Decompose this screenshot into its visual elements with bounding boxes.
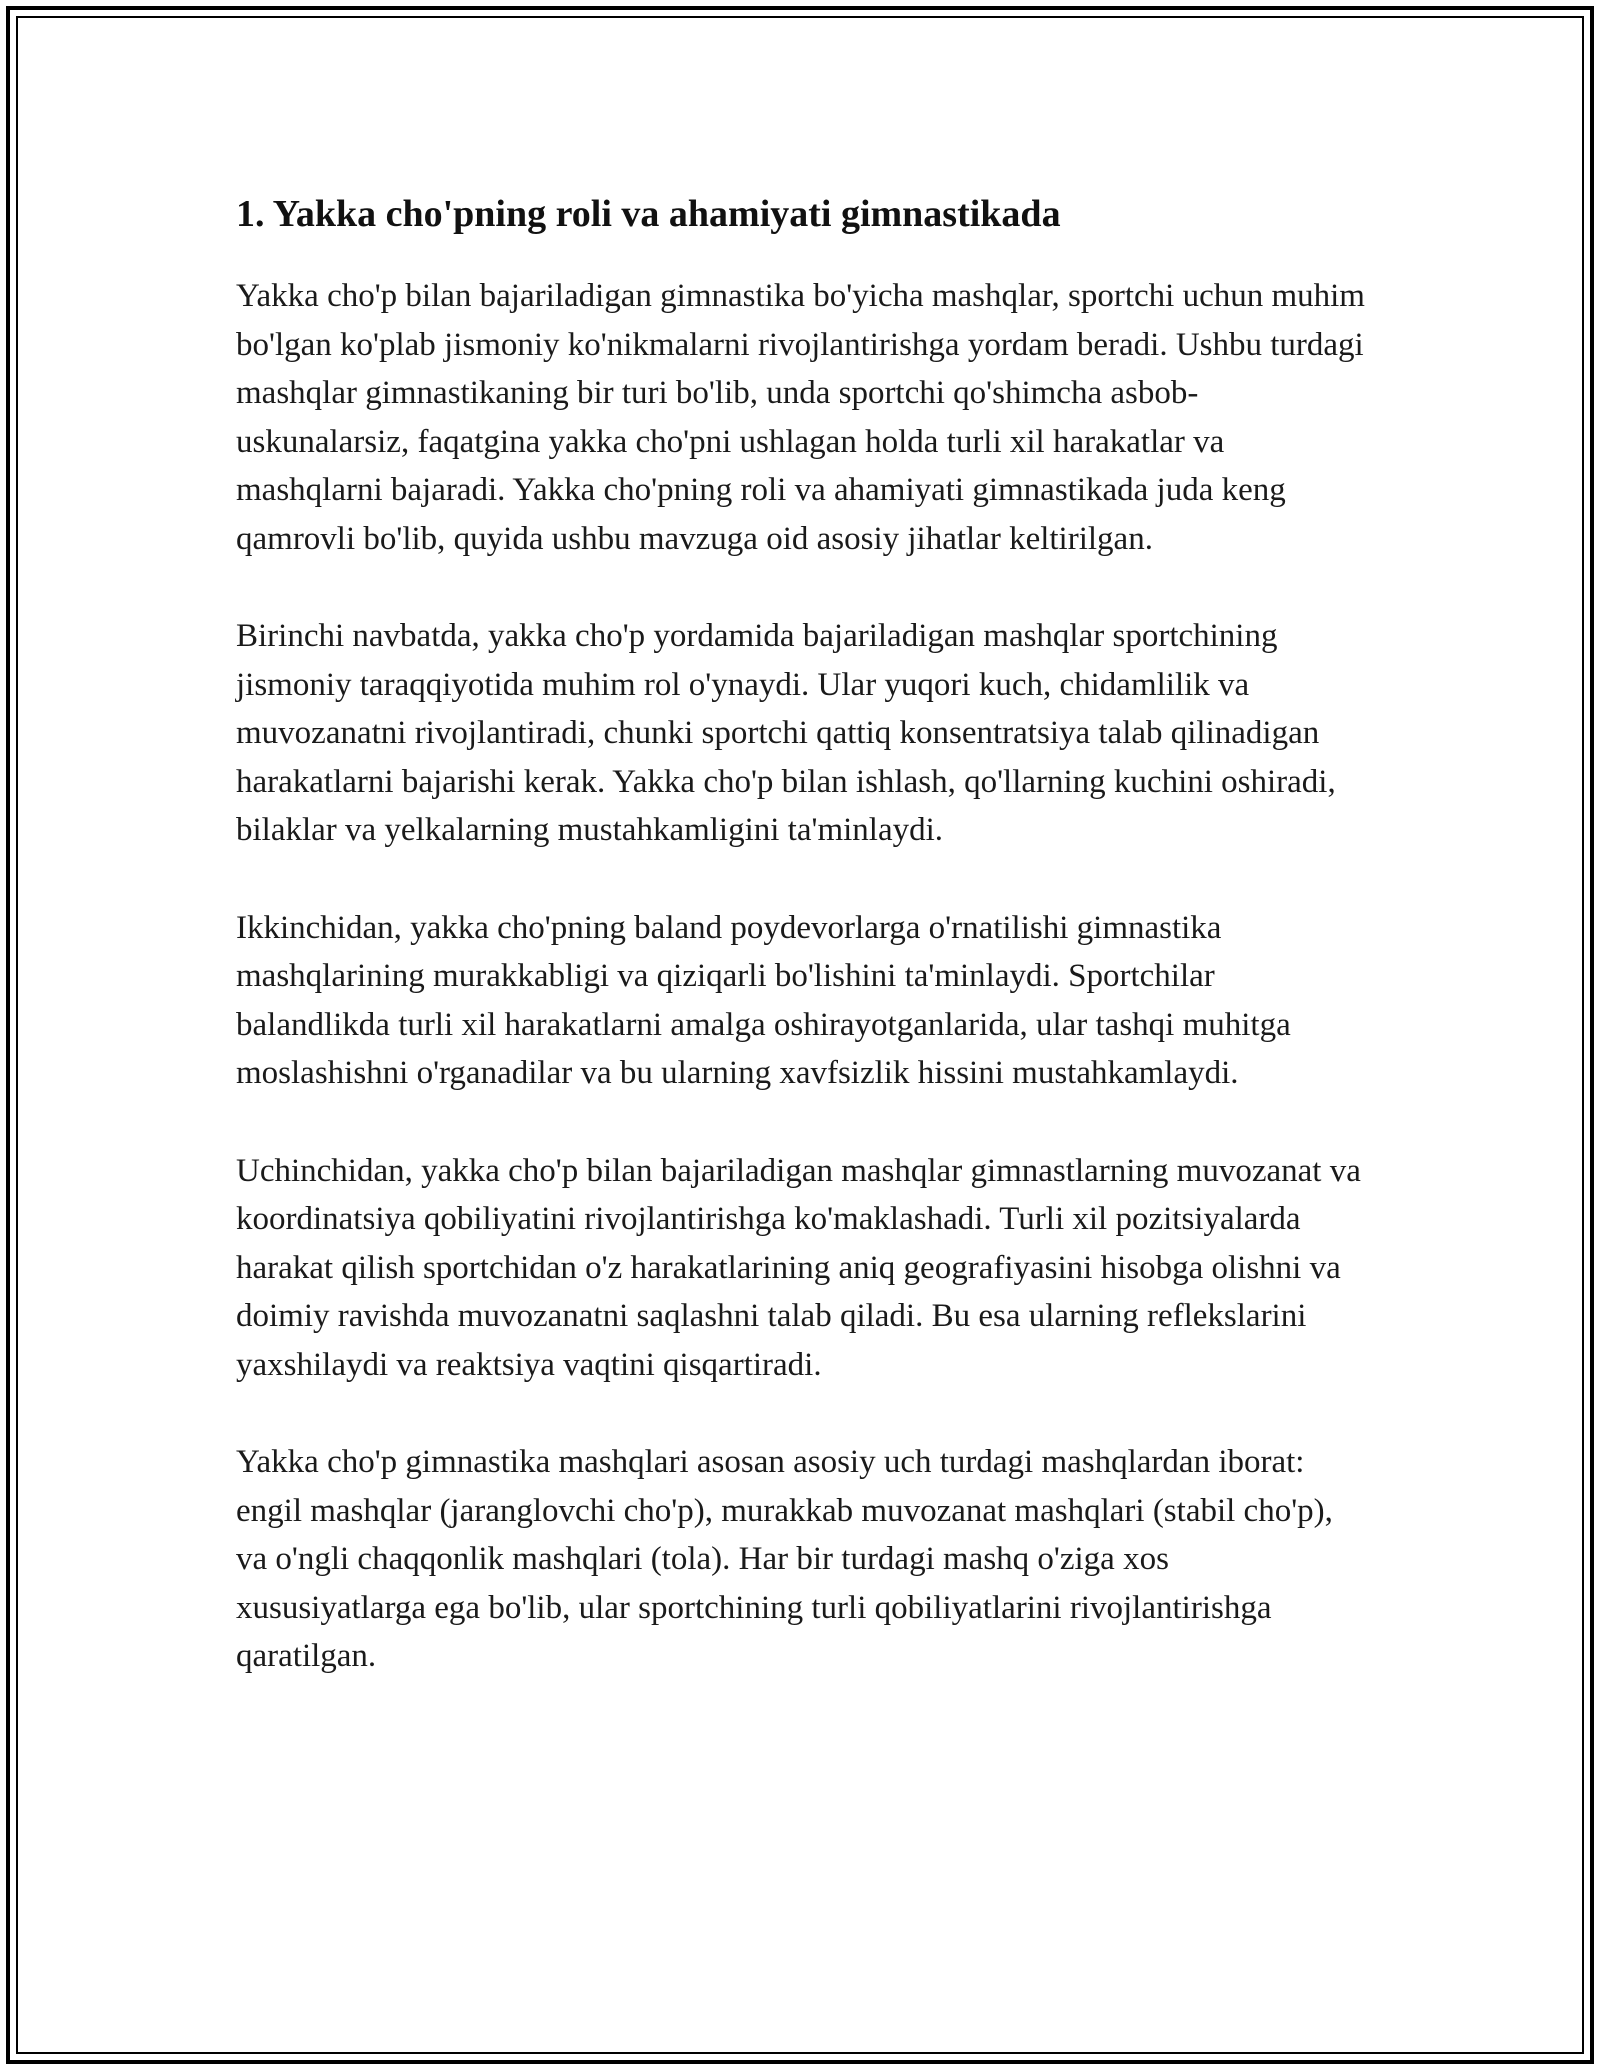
paragraph-first-point: Birinchi navbatda, yakka cho'p yordamida bajariladigan mashqlar sportchining jismoniy taraqqiyotida muhim rol o'ynaydi. Ular yuqori kuch, chidamlilik va muvozanatni rivojlantiradi, chunki sportchi qattiq konsentratsiya talab qilinadigan harakatlarni bajarishi kerak. Yakka cho'p bilan ishlash, qo'llarning kuchini oshiradi, bilaklar va yelkalarning mustahkamligini ta'minlaydi. <box>236 618 1336 848</box>
document-content <box>236 186 1366 1730</box>
paragraph-second-point: Ikkinchidan, yakka cho'pning baland poydevorlarga o'rnatilishi gimnastika mashqlarining murakkabligi va qiziqarli bo'lishini ta'minlaydi. Sportchilar balandlikda turli xil harakatlarni amalga oshirayotganlarida, ular tashqi muhitga moslashishni o'rganadilar va bu ularning xavfsizlik hissini mustahkamlaydi. <box>236 909 1291 1091</box>
paragraph-third-point: Uchinchidan, yakka cho'p bilan bajariladigan mashqlar gimnastlarning muvozanat va koordinatsiya qobiliyatini rivojlantirishga ko'maklashadi. Turli xil pozitsiyalarda harakat qilish sportchidan o'z harakatlarining aniq geografiyasini hisobga olishni va doimiy ravishda muvozanatni saqlashni talab qiladi. Bu esa ularning reflekslarini yaxshilaydi va reaktsiya vaqtini qisqartiradi. <box>236 1152 1361 1383</box>
section-heading: 1. Yakka cho'pning roli va ahamiyati gimnastikada <box>236 193 1061 235</box>
paragraph-intro: Yakka cho'p bilan bajariladigan gimnastika bo'yicha mashqlar, sportchi uchun muhim bo'lgan ko'plab jismoniy ko'nikmalarni rivojlantirishga yordam beradi. Ushbu turdagi mashqlar gimnastikaning bir turi bo'lib, unda sportchi qo'shimcha asbob-uskunalarsiz, faqatgina yakka cho'pni ushlagan holda turli xil harakatlar va mashqlarni bajaradi. Yakka cho'pning roli va ahamiyati gimnastikada juda keng qamrovli bo'lib, quyida ushbu mavzuga oid asosiy jihatlar keltirilgan. <box>236 278 1365 557</box>
paragraph-exercise-types: Yakka cho'p gimnastika mashqlari asosan asosiy uch turdagi mashqlardan iborat: engil mashqlar (jaranglovchi cho'p), murakkab muvozanat mashqlari (stabil cho'p), va o'ngli chaqqonlik mashqlari (tola). Har bir turdagi mashq o'ziga xos xususiyatlarga ega bo'lib, ular sportchining turli qobiliyatlarini rivojlantirishga qaratilgan. <box>236 1444 1333 1674</box>
